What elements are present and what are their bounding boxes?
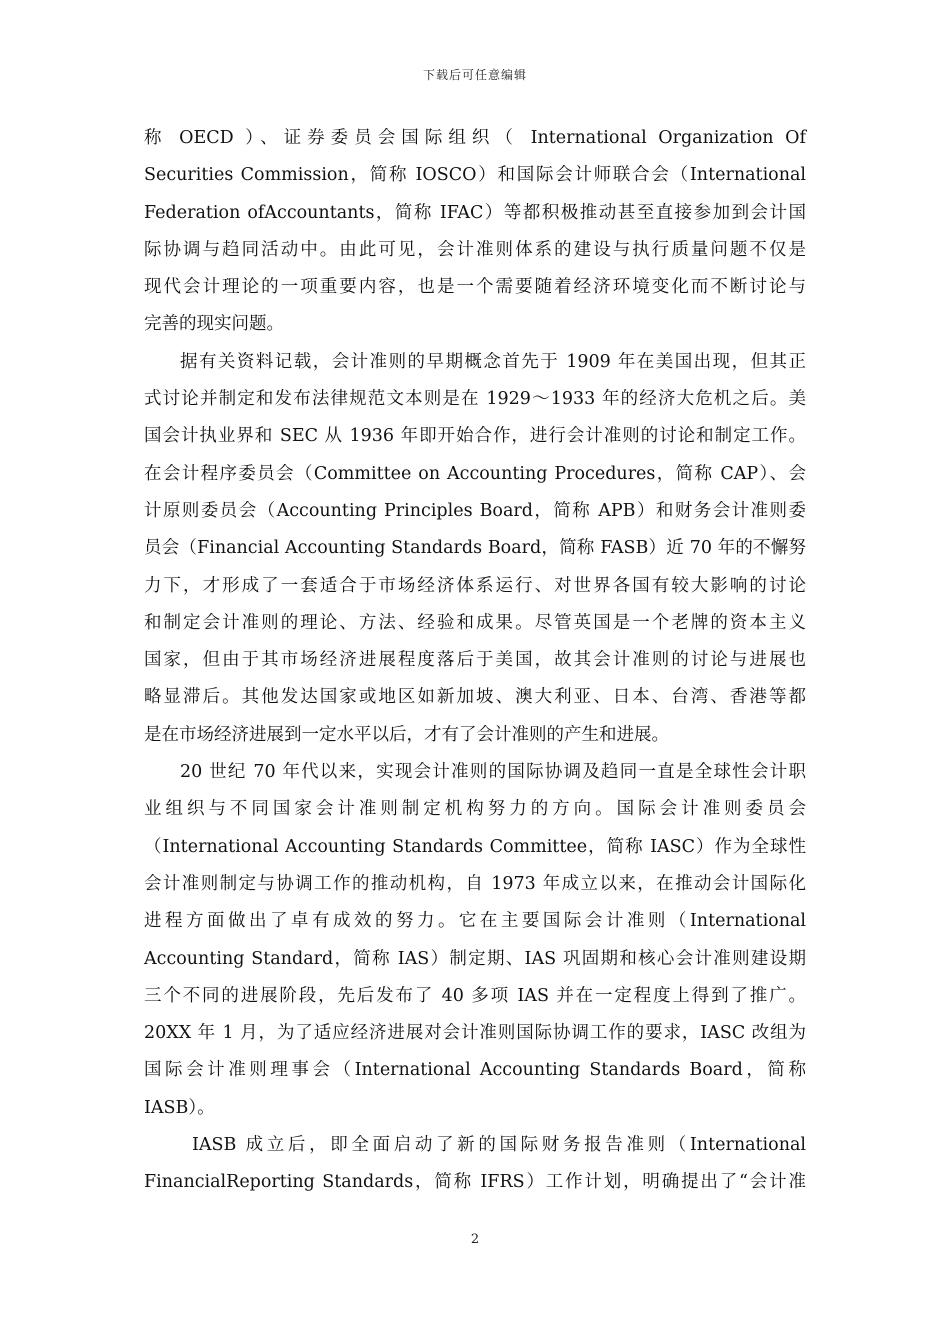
- text-line: 在会计程序委员会（Committee on Accounting Procedures，简称 CAP）、会: [144, 463, 806, 484]
- text-line: IASB 成立后，即全面启动了新的国际财务报告准则（International: [192, 1135, 806, 1156]
- text-line: IASB）。: [144, 1097, 215, 1118]
- text-line: 计原则委员会（Accounting Principles Board，简称 APB）和财务会计准则委: [144, 500, 806, 521]
- text-line: FinancialReporting Standards，简称 IFRS）工作计划，明确提出了“会计准: [144, 1172, 806, 1193]
- text-line: 20 世纪 70 年代以来，实现会计准则的国际协调及趋同一直是全球性会计职: [180, 762, 806, 783]
- text-line: （International Accounting Standards Committee，简称 IASC）作为全球性: [144, 836, 806, 857]
- text-line: 三个不同的进展阶段，先后发布了 40 多项 IAS 并在一定程度上得到了推广。: [144, 985, 806, 1006]
- text-line: 会计准则制定与协调工作的推动机构，自 1973 年成立以来，在推动会计国际化: [144, 873, 806, 894]
- text-line: Accounting Standard，简称 IAS）制定期、IAS 巩固期和核心会计准则建设期: [144, 948, 806, 969]
- text-line: 是在市场经济进展到一定水平以后，才有了会计准则的产生和进展。: [144, 724, 669, 745]
- text-line: 据有关资料记载，会计准则的早期概念首先于 1909 年在美国出现，但其正: [180, 351, 806, 372]
- text-line: 20XX 年 1 月，为了适应经济进展对会计准则国际协调工作的要求，IASC 改组为: [144, 1023, 806, 1044]
- text-line: 国际会计准则理事会（International Accounting Standards Board，简称: [144, 1060, 806, 1081]
- text-line: 略显滞后。其他发达国家或地区如新加坡、澳大利亚、日本、台湾、香港等都: [144, 687, 806, 708]
- text-line: Securities Commission，简称 IOSCO）和国际会计师联合会（International: [144, 165, 806, 186]
- text-line: 员会（Financial Accounting Standards Board，简称 FASB）近 70 年的不懈努: [144, 538, 806, 559]
- document-body: [144, 120, 806, 1202]
- text-line: 和制定会计准则的理论、方法、经验和成果。尽管英国是一个老牌的资本主义: [144, 612, 806, 633]
- text-line: 际协调与趋同活动中。由此可见，会计准则体系的建设与执行质量问题不仅是: [144, 239, 806, 260]
- text-line: 国家，但由于其市场经济进展程度落后于美国，故其会计准则的讨论与进展也: [144, 650, 806, 671]
- text-line: 完善的现实问题。: [144, 314, 284, 335]
- text-line: 业组织与不同国家会计准则制定机构努力的方向。国际会计准则委员会: [144, 799, 806, 820]
- page-number: 2: [470, 1232, 480, 1247]
- text-line: 式讨论并制定和发布法律规范文本则是在 1929～1933 年的经济大危机之后。美: [144, 389, 806, 410]
- text-line: Federation ofAccountants，简称 IFAC）等都积极推动甚至直接参加到会计国: [144, 202, 806, 223]
- text-line: 进程方面做出了卓有成效的努力。它在主要国际会计准则（International: [144, 911, 806, 932]
- page-header: 下载后可任意编辑: [422, 68, 527, 82]
- text-line: 国会计执业界和 SEC 从 1936 年即开始合作，进行会计准则的讨论和制定工作。: [144, 426, 806, 447]
- text-line: 现代会计理论的一项重要内容，也是一个需要随着经济环境变化而不断讨论与: [144, 277, 806, 298]
- text-line: 力下，才形成了一套适合于市场经济体系运行、对世界各国有较大影响的讨论: [144, 575, 806, 596]
- text-line: 称 OECD ）、证券委员会国际组织（ International Organization Of: [144, 128, 806, 148]
